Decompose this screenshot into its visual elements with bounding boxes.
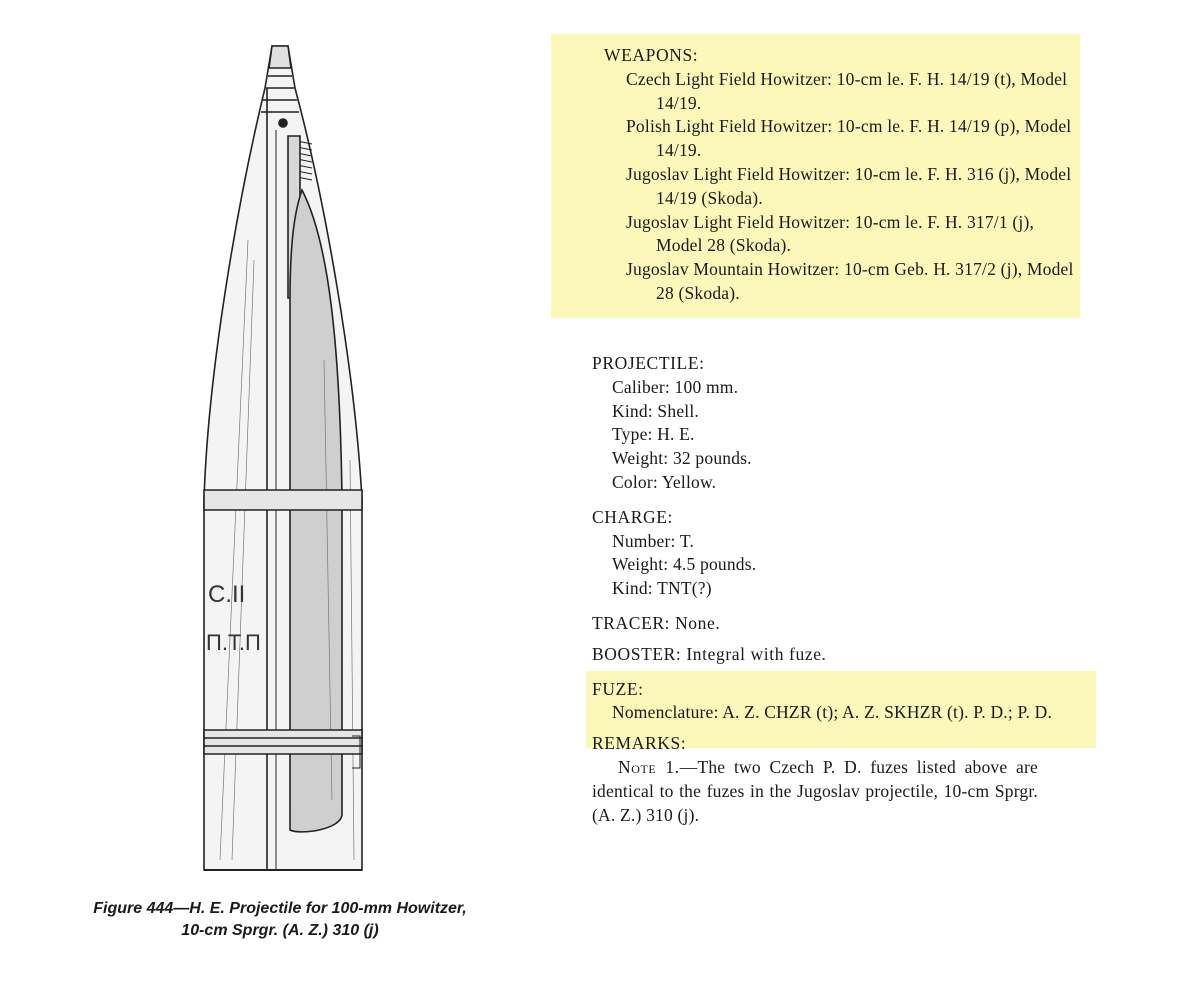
projectile-caliber: Caliber: 100 mm. xyxy=(612,376,739,397)
projectile-drawing xyxy=(150,40,410,880)
charge-number: Number: T. xyxy=(612,530,695,551)
note-text: —The two Czech P. D. fuzes listed above are identical to the fuzes in the Jugoslav projectile, 10-cm Sprgr. (A. Z.) 310 (j). xyxy=(592,756,1038,825)
fuze-tip xyxy=(269,46,291,68)
weapon-item: Jugoslav Mountain Howitzer: 10-cm Geb. H. 317/2 (j), Model 28 (Skoda). xyxy=(626,259,1074,303)
remarks-heading: REMARKS: xyxy=(592,733,687,754)
weapon-item: Polish Light Field Howitzer: 10-cm le. F. H. 14/19 (p), Model 14/19. xyxy=(626,116,1072,161)
tracer-line: TRACER: None. xyxy=(592,612,721,633)
shell-marking-bottom: П.Т.П xyxy=(206,630,261,655)
fuze-nomenclature: Nomenclature: A. Z. CHZR (t); A. Z. SKHZR (t). P. D.; P. D. xyxy=(612,702,1053,723)
caption-line-1: Figure 444—H. E. Projectile for 100-mm Howitzer, xyxy=(93,900,467,917)
weapon-item: Jugoslav Light Field Howitzer: 10-cm le. F. H. 316 (j), Model 14/19 (Skoda). xyxy=(626,163,1072,208)
weapon-item: Jugoslav Light Field Howitzer: 10-cm le. F. H. 317/1 (j), Model 28 (Skoda). xyxy=(626,211,1035,256)
charge-kind: Kind: TNT(?) xyxy=(612,578,712,599)
booster-line: BOOSTER: Integral with fuze. xyxy=(592,643,827,664)
specifications-section xyxy=(592,352,1112,827)
charge-weight: Weight: 4.5 pounds. xyxy=(612,554,757,575)
weapons-heading: WEAPONS: xyxy=(604,45,699,65)
shell-marking-top: C.II xyxy=(208,581,246,608)
projectile-type: Type: H. E. xyxy=(612,424,695,445)
remarks-note xyxy=(592,756,1038,827)
fuze-heading: FUZE: xyxy=(592,678,644,699)
projectile-weight: Weight: 32 pounds. xyxy=(612,448,752,469)
weapon-item: Czech Light Field Howitzer: 10-cm le. F. H. 14/19 (t), Model 14/19. xyxy=(626,68,1068,113)
projectile-color: Color: Yellow. xyxy=(612,471,717,492)
note-label: Note 1. xyxy=(618,756,680,777)
caption-line-2: 10-cm Sprgr. (A. Z.) 310 (j) xyxy=(181,922,379,939)
projectile-kind: Kind: Shell. xyxy=(612,400,699,421)
charge-heading: CHARGE: xyxy=(592,506,674,527)
projectile-heading: PROJECTILE: xyxy=(592,353,705,373)
bourrelet-band xyxy=(204,490,362,510)
weapons-section xyxy=(604,44,1074,306)
rotating-band xyxy=(204,730,362,754)
figure-caption xyxy=(30,898,530,942)
